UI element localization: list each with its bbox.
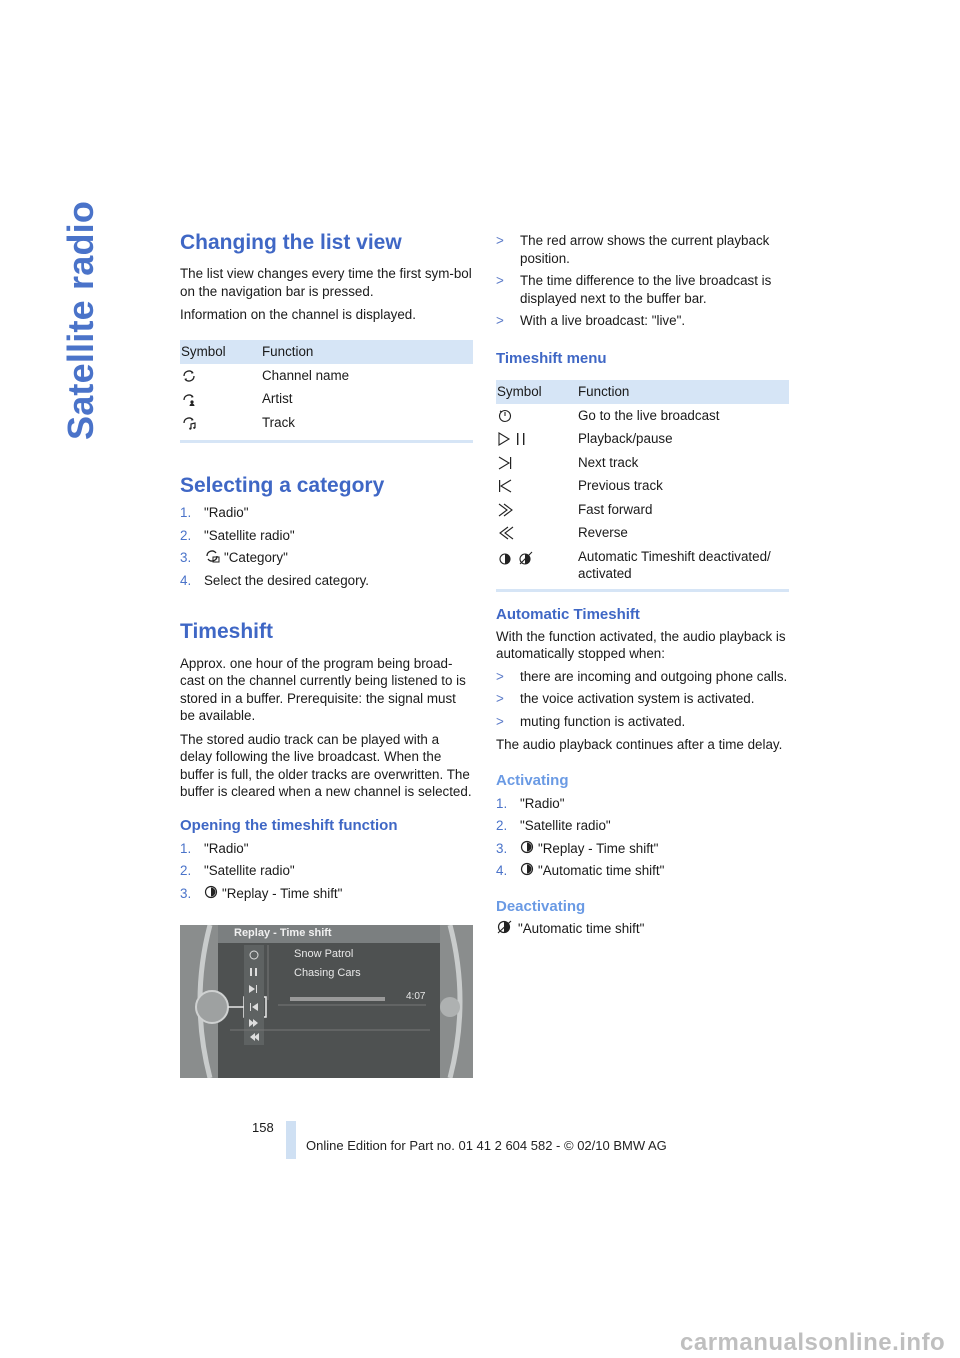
list-item [180, 862, 473, 880]
fast-forward-icon [497, 502, 515, 518]
bullet-text: The time difference to the live broadcast is displayed next to the buffer bar. [520, 273, 772, 306]
bullet-text: there are incoming and outgoing phone calls. [520, 668, 788, 684]
table-header [496, 380, 789, 404]
heading-category: Selecting a category [180, 474, 385, 498]
list-item [496, 795, 789, 813]
row-function: Fast forward [578, 501, 653, 517]
col-function: Function [578, 383, 630, 399]
step-text: "Automatic time shift" [538, 863, 665, 878]
list-item [180, 549, 473, 567]
bullet-marker: > [496, 273, 504, 288]
step-text: "Replay - Time shift" [538, 840, 659, 856]
list-item [496, 312, 789, 330]
bullet-marker: > [496, 668, 504, 684]
step-text: "Radio" [204, 505, 249, 521]
row-function: Previous track [578, 478, 663, 493]
step-text: "Radio" [520, 795, 565, 811]
list-item [180, 504, 473, 522]
row-function: Playback/pause [578, 431, 673, 446]
bullet-marker: > [496, 713, 504, 729]
step-number: 2. [180, 527, 192, 543]
bullet-marker: > [496, 691, 504, 706]
table-row [496, 404, 789, 428]
step-text: "Replay - Time shift" [222, 885, 343, 901]
heading-timeshift-menu: Timeshift menu [496, 349, 607, 367]
step-number: 2. [496, 818, 508, 833]
row-function: Reverse [578, 525, 628, 540]
para-auto: With the function activated, the audio playback is automatically stopped when: [496, 628, 786, 661]
play-pause-icon [497, 431, 531, 447]
list-item [180, 527, 473, 545]
bullet-text: With a live broadcast: "live". [520, 313, 686, 328]
screen-time: 4:07 [406, 991, 426, 1002]
heading-opening: Opening the timeshift function [180, 816, 398, 834]
table-header [180, 340, 473, 364]
category-icon [204, 549, 220, 567]
screen-line-track: Chasing Cars [294, 967, 361, 979]
table-row [180, 387, 473, 411]
step-number: 3. [496, 840, 508, 856]
col-symbol: Symbol [181, 343, 226, 359]
list-item [496, 817, 789, 835]
step-number: 3. [180, 885, 192, 901]
list-item [496, 272, 789, 307]
right-column [496, 226, 789, 937]
heading-timeshift: Timeshift [180, 620, 273, 644]
side-title [0, 0, 160, 1358]
page-number: 158 [252, 1120, 274, 1135]
screen-title: Replay - Time shift [234, 927, 332, 939]
row-function: Next track [578, 454, 639, 470]
next-track-icon [497, 455, 513, 471]
replay-icon [204, 885, 218, 903]
col-symbol: Symbol [497, 383, 542, 399]
deactivating-text: "Automatic time shift" [518, 920, 645, 936]
table-row [496, 545, 789, 583]
reverse-icon [497, 525, 515, 541]
step-number: 1. [180, 505, 192, 521]
auto-timeshift-activate-icon [520, 862, 534, 880]
table-row [496, 427, 789, 451]
bullet-marker: > [496, 233, 504, 248]
table-row [496, 451, 789, 475]
auto-timeshift-deactivate-icon [496, 920, 514, 938]
row-function: Artist [262, 391, 293, 407]
table-row [180, 364, 473, 388]
para-timeshift-1: Approx. one hour of the program being broad-cast on the channel currently being listened to is stored in a buffer. Prerequisite: the signal must be available. [180, 655, 466, 724]
step-text: "Category" [224, 550, 288, 566]
footer-edition: Online Edition for Part no. 01 41 2 604 582 - © 02/10 BMW AG [306, 1138, 667, 1153]
bullet-text: the voice activation system is activated. [520, 691, 755, 706]
step-text: "Satellite radio" [204, 527, 295, 543]
para-auto-2: The audio playback continues after a time delay. [496, 737, 783, 752]
para-timeshift-2: The stored audio track can be played with a delay following the live broadcast. When the buffer is full, the older tracks are overwritten. The buffer is cleared when a new channel is selected. [180, 731, 472, 800]
row-function: Channel name [262, 367, 350, 383]
idrive-screen-image [180, 925, 473, 1078]
step-text: Select the desired category. [204, 572, 369, 588]
track-icon [181, 416, 197, 430]
step-number: 2. [180, 863, 192, 879]
watermark: carmanualsonline.info [680, 1329, 946, 1356]
footer-bar [286, 1121, 296, 1159]
list-item [496, 862, 789, 880]
step-text: "Satellite radio" [204, 863, 295, 879]
channel-icon [181, 369, 197, 383]
row-function: Track [262, 414, 295, 430]
step-number: 1. [180, 840, 192, 856]
step-number: 4. [180, 572, 192, 588]
heading-automatic-timeshift: Automatic Timeshift [496, 605, 640, 623]
table-row [496, 498, 789, 522]
heading-deactivating: Deactivating [496, 897, 586, 915]
live-icon [497, 408, 513, 424]
list-view-table [180, 340, 473, 444]
list-item [496, 668, 789, 686]
row-function: Go to the live broadcast [578, 407, 720, 423]
row-function: Automatic Timeshift deactivated/ activated [578, 548, 771, 581]
list-item [496, 232, 789, 267]
previous-track-icon [497, 478, 513, 494]
para-list-view-1: The list view changes every time the first sym-bol on the navigation bar is pressed. [180, 266, 472, 299]
screen-line-artist: Snow Patrol [294, 948, 354, 960]
col-function: Function [262, 343, 314, 359]
timeshift-menu-table [496, 380, 789, 592]
step-text: "Satellite radio" [520, 818, 611, 833]
list-item [496, 690, 789, 708]
bullet-text: muting function is activated. [520, 713, 686, 729]
step-number: 3. [180, 550, 192, 566]
list-item [496, 840, 789, 858]
heading-activating: Activating [496, 771, 569, 789]
step-number: 1. [496, 795, 508, 811]
table-row [180, 411, 473, 435]
list-item [180, 572, 473, 590]
left-column [180, 226, 473, 902]
auto-timeshift-icon [497, 550, 537, 566]
deactivating-line [496, 920, 789, 938]
list-item [180, 840, 473, 858]
list-item [180, 885, 473, 903]
bullet-text: The red arrow shows the current playback position. [520, 233, 770, 266]
bullet-marker: > [496, 313, 504, 328]
para-list-view-2: Information on the channel is displayed. [180, 307, 416, 323]
table-row [496, 521, 789, 545]
step-text: "Radio" [204, 840, 249, 856]
replay-icon [520, 840, 534, 858]
table-row [496, 474, 789, 498]
step-number: 4. [496, 863, 508, 878]
side-title-text: Satellite radio [60, 200, 101, 440]
heading-list-view: Changing the list view [180, 231, 402, 254]
artist-icon [181, 393, 197, 407]
list-item [496, 713, 789, 731]
